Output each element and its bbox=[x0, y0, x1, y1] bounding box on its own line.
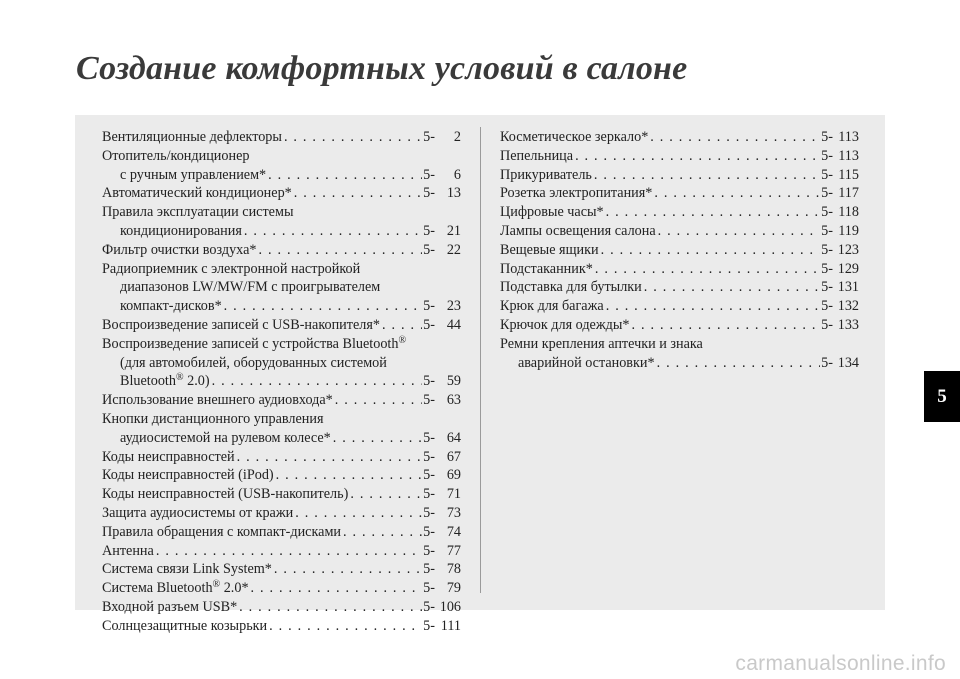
toc-entry[interactable]: аварийной остановки* . . . 5- 134 bbox=[500, 354, 859, 373]
toc-entry[interactable]: Пепельница . . . 5- 113 bbox=[500, 147, 859, 166]
toc-entry[interactable]: Косметическое зеркало* . . . 5- 113 bbox=[500, 128, 859, 147]
toc-entry[interactable]: компакт-дисков* . . . 5- 23 bbox=[102, 297, 461, 316]
toc-entry-heading: Ремни крепления аптечки и знака bbox=[500, 335, 703, 352]
registered-mark: ® bbox=[212, 579, 221, 591]
toc-entry[interactable]: Вентиляционные дефлекторы . . . 5- 2 bbox=[102, 128, 461, 147]
toc-entry[interactable]: Использование внешнего аудиовхода* . . . 5- 63 bbox=[102, 391, 461, 410]
toc-entry[interactable]: Подставка для бутылки . . . 5- 131 bbox=[500, 278, 859, 297]
toc-entry[interactable]: Bluetooth® 2.0) . . . 5- 59 bbox=[102, 372, 461, 391]
toc-entry[interactable]: Правила обращения с компакт-дисками . . . 5- 74 bbox=[102, 523, 461, 542]
toc-entry[interactable]: Вещевые ящики . . . 5- 123 bbox=[500, 241, 859, 260]
toc-entry-heading: (для автомобилей, оборудованных системой bbox=[120, 354, 387, 371]
toc-entry[interactable]: Фильтр очистки воздуха* . . . 5- 22 bbox=[102, 241, 461, 260]
registered-mark: ® bbox=[398, 334, 407, 346]
toc-entry[interactable]: Антенна . . . 5- 77 bbox=[102, 542, 461, 561]
toc-entry-heading: диапазонов LW/MW/FM с проигрывателем bbox=[120, 279, 381, 296]
toc-entry-heading: Воспроизведение записей с устройства Bluetooth® bbox=[102, 334, 407, 352]
contents-right-column bbox=[500, 128, 859, 372]
toc-entry[interactable]: Лампы освещения салона . . . 5- 119 bbox=[500, 222, 859, 241]
page-title: Создание комфортных условий в салоне bbox=[76, 50, 688, 87]
toc-entry[interactable]: Система Bluetooth® 2.0* . . . 5- 79 bbox=[102, 579, 461, 598]
toc-entry[interactable]: кондиционирования . . . 5- 21 bbox=[102, 222, 461, 241]
toc-entry[interactable]: аудиосистемой на рулевом колесе* . . . 5- 64 bbox=[102, 429, 461, 448]
toc-entry[interactable]: Крюк для багажа . . . 5- 132 bbox=[500, 297, 859, 316]
column-divider bbox=[480, 127, 481, 593]
toc-entry[interactable]: Крючок для одежды* . . . 5- 133 bbox=[500, 316, 859, 335]
toc-entry[interactable]: Солнцезащитные козырьки . . . 5- 111 bbox=[102, 617, 461, 636]
chapter-tab: 5 bbox=[924, 371, 960, 422]
toc-entry[interactable]: Коды неисправностей . . . 5- 67 bbox=[102, 448, 461, 467]
toc-entry[interactable]: Цифровые часы* . . . 5- 118 bbox=[500, 203, 859, 222]
watermark: carmanualsonline.info bbox=[735, 652, 946, 675]
toc-entry[interactable]: Защита аудиосистемы от кражи . . . 5- 73 bbox=[102, 504, 461, 523]
toc-entry[interactable]: с ручным управлением* . . . 5- 6 bbox=[102, 166, 461, 185]
toc-entry[interactable]: Коды неисправностей (iPod) . . . 5- 69 bbox=[102, 466, 461, 485]
contents-left-column bbox=[102, 128, 461, 636]
toc-entry[interactable]: Розетка электропитания* . . . 5- 117 bbox=[500, 184, 859, 203]
toc-entry[interactable]: Воспроизведение записей с USB-накопителя* . . . 5- 44 bbox=[102, 316, 461, 335]
toc-entry[interactable]: Входной разъем USB* . . . 5- 106 bbox=[102, 598, 461, 617]
toc-entry-heading: Кнопки дистанционного управления bbox=[102, 410, 324, 427]
toc-entry[interactable]: Система связи Link System* . . . 5- 78 bbox=[102, 560, 461, 579]
toc-entry[interactable]: Коды неисправностей (USB-накопитель) . . . 5- 71 bbox=[102, 485, 461, 504]
toc-entry-heading: Правила эксплуатации системы bbox=[102, 204, 294, 221]
toc-entry-heading: Радиоприемник с электронной настройкой bbox=[102, 260, 361, 277]
contents-panel bbox=[75, 115, 885, 634]
toc-entry[interactable]: Прикуриватель . . . 5- 115 bbox=[500, 166, 859, 185]
toc-entry[interactable]: Автоматический кондиционер* . . . 5- 13 bbox=[102, 184, 461, 203]
toc-entry-heading: Отопитель/кондиционер bbox=[102, 147, 250, 164]
registered-mark: ® bbox=[175, 372, 184, 384]
toc-entry[interactable]: Подстаканник* . . . 5- 129 bbox=[500, 260, 859, 279]
